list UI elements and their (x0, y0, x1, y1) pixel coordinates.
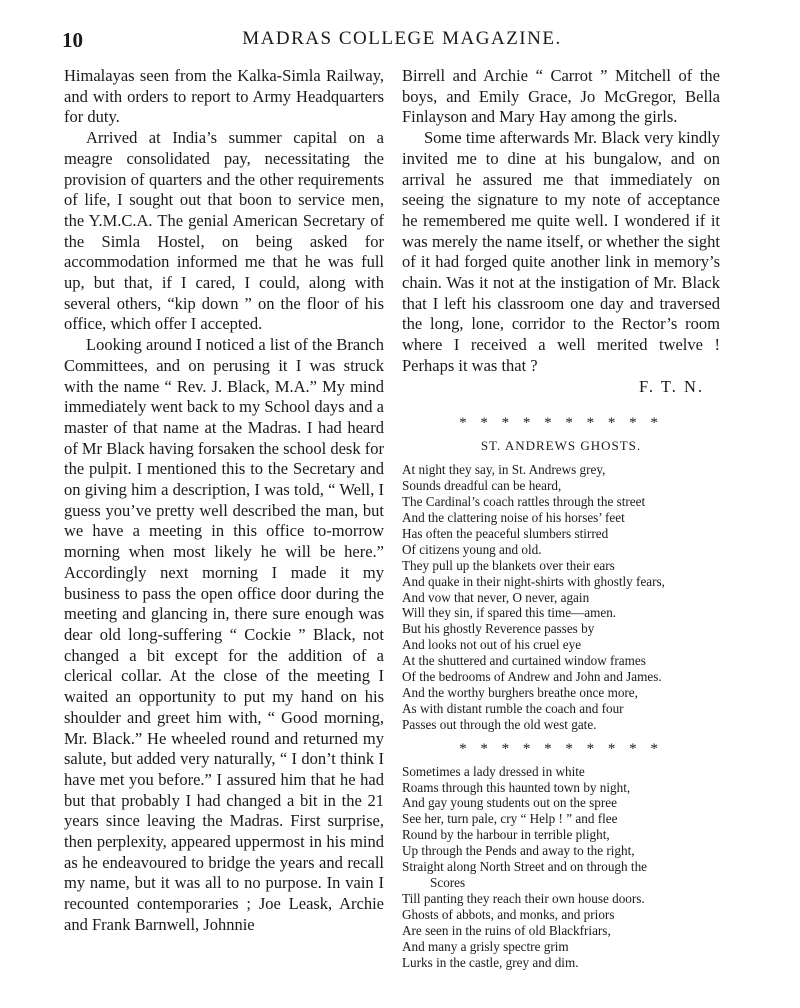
poem-line: Has often the peaceful slumbers stirred (402, 525, 609, 541)
poem-line: Ghosts of abbots, and monks, and priors (402, 906, 615, 922)
poem-line: Sounds dreadful can be heard, (402, 478, 562, 494)
poem-line: But his ghostly Reverence passes by (402, 621, 595, 637)
poem-line: Scores (430, 875, 466, 890)
poem-line: Of citizens young and old. (402, 541, 542, 557)
author-signature: F. T. N. (639, 376, 704, 396)
poem-line: The Cardinal’s coach rattles through the street (402, 494, 646, 510)
poem-stanza (402, 764, 720, 971)
article-paragraph: Himalayas seen from the Kalka-Simla Railway, and with orders to report to Army Headquarters for duty. (64, 66, 384, 127)
poem-line: Lurks in the castle, grey and dim. (402, 954, 579, 970)
poem-line: Of the bedrooms of Andrew and John and James. (402, 669, 662, 685)
page-header (62, 14, 742, 50)
article-paragraph: Looking around I noticed a list of the Branch Committees, and on perusing it I was struck with the name “ Rev. J. Black, M.A.” My mind immediately went back to my School days and a master of that name at the Madras. I had heard of Mr Black having forsaken the school desk for the pulpit. I mentioned this to the Secretary and on giving him a description, I was told, “ Well, I guess you’ve pretty well described the man, but we have a meeting in this office to-morrow morning when most likely he will be here.” Accordingly next morning I made it my business to pass the open office door during the meeting and glancing in, there sure enough was dear old long-suffering “ Cockie ” Black, not changed a bit except for the addition of a clerical collar. At the close of the meeting I waited an opportunity to put my hand on his shoulder and greet him with, “ Good morning, Mr. Black.” He wheeled round and returned my salute, but added very naturally, “ I don’t think I have met you before.” I assured him that he had but that probably I had changed a bit in the 21 years since leaving the Madras. First surprise, then perplexity, appeared uppermost in his mind as he endeavoured to bridge the years and recall my name, but it was all to no purpose. In vain I recounted contemporaries ; Joe Leask, Archie and Frank Barnwell, Johnnie (64, 335, 384, 934)
poem-line: Will they sin, if spared this time—amen. (402, 605, 617, 621)
poem-line: Are seen in the ruins of old Blackfriars, (402, 922, 611, 938)
poem-line: Straight along North Street and on through the (402, 859, 648, 875)
poem-line: Sometimes a lady dressed in white (402, 763, 585, 779)
poem-line: Passes out through the old west gate. (402, 716, 597, 732)
poem-line: Round by the harbour in terrible plight, (402, 827, 610, 843)
article-continuation (402, 66, 720, 397)
poem-title: ST. ANDREWS GHOSTS. (480, 438, 642, 454)
poem-line: At night they say, in St. Andrews grey, (402, 462, 606, 478)
poem-line: And the worthy burghers breathe once more, (402, 684, 638, 700)
poem-line: They pull up the blankets over their ears (402, 557, 615, 573)
poem-stanza (402, 462, 720, 732)
poem-line: And many a grisly spectre grim (402, 938, 569, 954)
left-column (64, 66, 384, 936)
article-paragraph: Some time afterwards Mr. Black very kindly invited me to dine at his bungalow, and on arrival he assured me that immediately on seeing the signature to my note of acceptance he remembered me quite well. I wondered if it was merely the name itself, or whether the sight of it had forged quite another link in memory’s chain. Was it not at the instigation of Mr. Black that I left his classroom one day and traversed the long, lone, corridor to the Rector’s room where I received a well merited twelve ! Perhaps it was that ? (402, 128, 720, 375)
article-paragraph: Arrived at India’s summer capital on a meagre consolidated pay, necessitating the provision of quarters and the other requirements of life, I sought out that boon to service men, the Y.M.C.A. The genial American Secretary of the Simla Hostel, on being asked for accommodation informed me that he was full up, but that, if I cared, I could, along with several others, “kip down ” on the floor of his office, which offer I accepted. (64, 128, 384, 334)
running-title: MADRAS COLLEGE MAGAZINE. (242, 28, 562, 49)
poem-line: And looks not out of his cruel eye (402, 637, 582, 653)
poem-line: Roams through this haunted town by night, (402, 779, 631, 795)
poem-line: Up through the Pends and away to the right, (402, 843, 635, 859)
page-number: 10 (62, 28, 83, 52)
article-paragraph: Birrell and Archie “ Carrot ” Mitchell of the boys, and Emily Grace, Jo McGregor, Bella Finlayson and Mary Hay among the girls. (402, 66, 720, 127)
poem-line: And vow that never, O never, again (402, 589, 590, 605)
poem-line: And gay young students out on the spree (402, 795, 617, 811)
right-column (402, 66, 720, 970)
poem-line: At the shuttered and curtained window frames (402, 653, 646, 669)
poem-line: As with distant rumble the coach and four (402, 700, 624, 716)
poem-line: And quake in their night-shirts with ghostly fears, (402, 573, 665, 589)
poem-line: And the clattering noise of his horses’ feet (402, 509, 625, 525)
section-separator: * * * * * * * * * * (459, 740, 663, 757)
poem-line: Till panting they reach their own house doors. (402, 890, 645, 906)
poem-line: See her, turn pale, cry “ Help ! ” and flee (402, 811, 618, 827)
section-separator: * * * * * * * * * * (459, 415, 663, 432)
